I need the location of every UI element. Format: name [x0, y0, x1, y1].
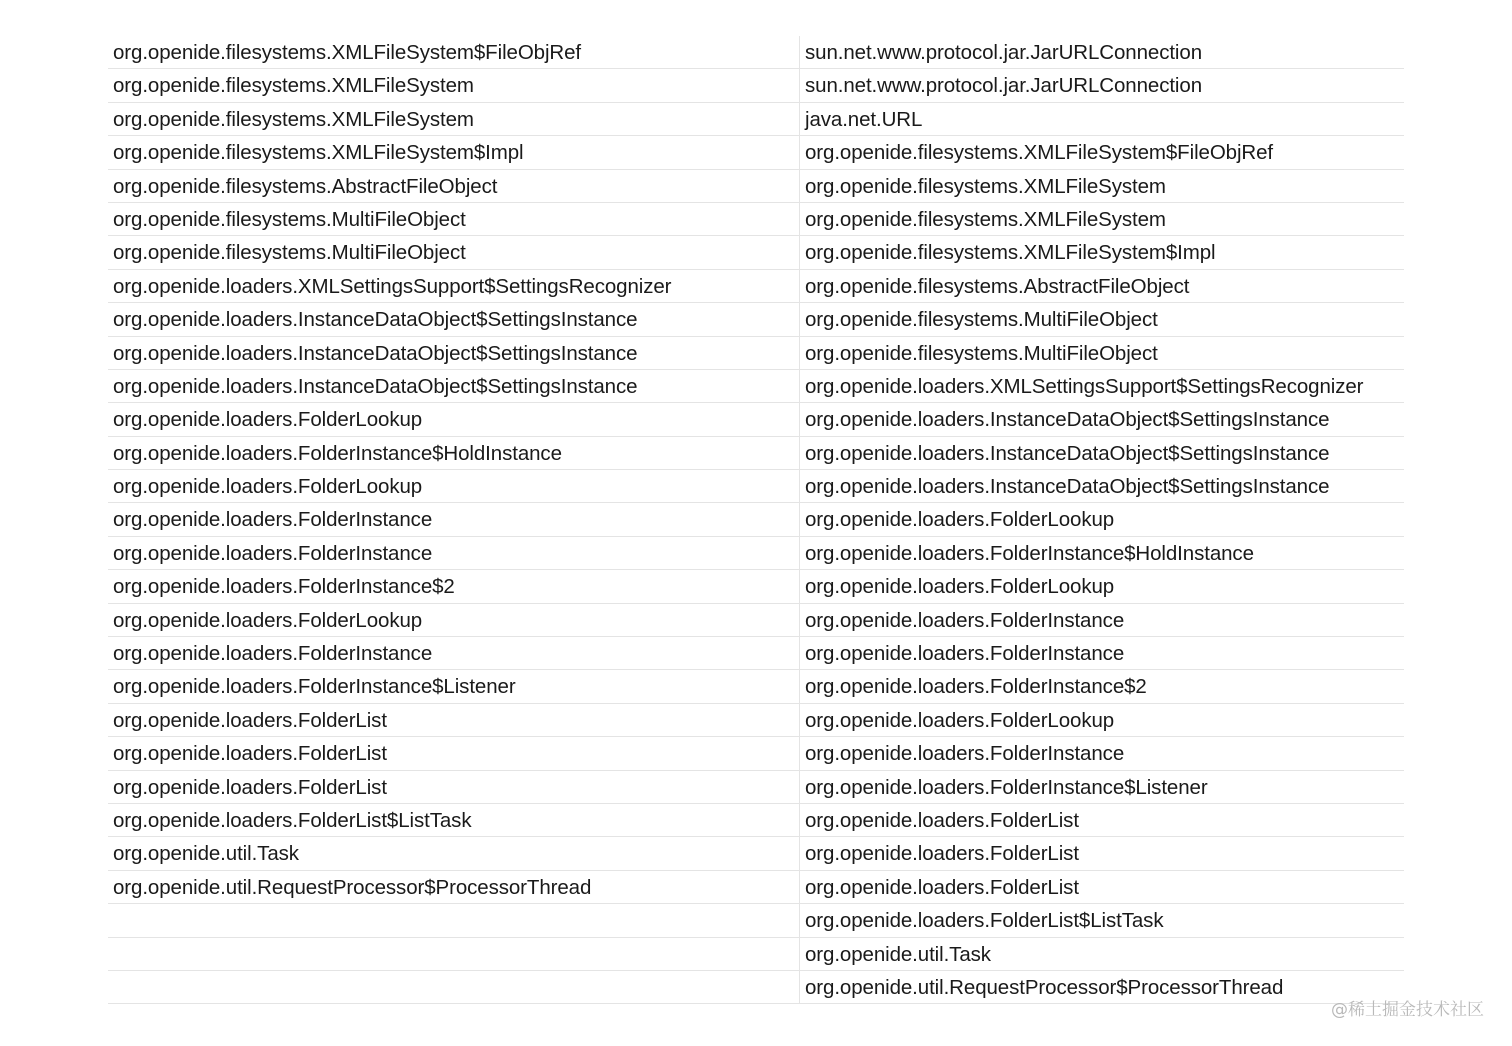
left-table-cell: org.openide.loaders.FolderList — [108, 737, 799, 770]
right-table-cell: org.openide.loaders.FolderLookup — [800, 503, 1404, 536]
left-table-cell: org.openide.loaders.FolderList$ListTask — [108, 804, 799, 837]
right-table-cell: org.openide.util.Task — [800, 938, 1404, 971]
left-table-cell: org.openide.loaders.XMLSettingsSupport$SettingsRecognizer — [108, 270, 799, 303]
right-table-cell: org.openide.loaders.FolderLookup — [800, 704, 1404, 737]
left-table-cell: org.openide.loaders.FolderInstance$Listener — [108, 670, 799, 703]
watermark: @稀土掘金技术社区 — [1331, 1000, 1484, 1020]
stack-comparison-table — [108, 36, 1404, 1004]
right-table-cell: org.openide.filesystems.MultiFileObject — [800, 303, 1404, 336]
right-stack-column — [799, 36, 1404, 1004]
left-table-cell: org.openide.filesystems.XMLFileSystem — [108, 103, 799, 136]
left-table-cell: org.openide.loaders.FolderInstance$2 — [108, 570, 799, 603]
right-table-cell: org.openide.loaders.FolderLookup — [800, 570, 1404, 603]
right-table-cell: org.openide.filesystems.XMLFileSystem$Impl — [800, 236, 1404, 269]
right-table-cell: org.openide.filesystems.AbstractFileObject — [800, 270, 1404, 303]
right-table-cell: org.openide.loaders.InstanceDataObject$SettingsInstance — [800, 470, 1404, 503]
right-table-cell: java.net.URL — [800, 103, 1404, 136]
left-table-cell: org.openide.util.Task — [108, 837, 799, 870]
right-table-cell: org.openide.loaders.InstanceDataObject$SettingsInstance — [800, 403, 1404, 436]
left-table-cell: org.openide.filesystems.MultiFileObject — [108, 236, 799, 269]
right-table-cell: org.openide.loaders.FolderInstance$Listener — [800, 771, 1404, 804]
right-table-cell: sun.net.www.protocol.jar.JarURLConnection — [800, 36, 1404, 69]
left-table-cell: org.openide.filesystems.XMLFileSystem$Impl — [108, 136, 799, 169]
left-table-cell: org.openide.loaders.InstanceDataObject$SettingsInstance — [108, 303, 799, 336]
left-table-cell: org.openide.util.RequestProcessor$ProcessorThread — [108, 871, 799, 904]
left-table-cell: org.openide.filesystems.XMLFileSystem$FileObjRef — [108, 36, 799, 69]
right-table-cell: sun.net.www.protocol.jar.JarURLConnection — [800, 69, 1404, 102]
right-table-cell: org.openide.filesystems.MultiFileObject — [800, 337, 1404, 370]
right-table-cell: org.openide.loaders.FolderList — [800, 804, 1404, 837]
right-table-cell: org.openide.loaders.FolderInstance — [800, 604, 1404, 637]
right-table-cell: org.openide.filesystems.XMLFileSystem — [800, 203, 1404, 236]
left-table-cell: org.openide.loaders.FolderLookup — [108, 470, 799, 503]
left-table-cell: org.openide.loaders.FolderList — [108, 704, 799, 737]
right-table-cell: org.openide.loaders.FolderInstance$HoldInstance — [800, 537, 1404, 570]
right-table-cell: org.openide.loaders.FolderList — [800, 871, 1404, 904]
left-table-cell: org.openide.loaders.InstanceDataObject$SettingsInstance — [108, 337, 799, 370]
left-stack-column — [108, 36, 799, 1004]
right-table-cell: org.openide.loaders.FolderInstance — [800, 637, 1404, 670]
right-table-cell: org.openide.filesystems.XMLFileSystem — [800, 170, 1404, 203]
right-table-cell: org.openide.loaders.FolderList — [800, 837, 1404, 870]
right-table-cell: org.openide.loaders.XMLSettingsSupport$SettingsRecognizer — [800, 370, 1404, 403]
left-table-cell: org.openide.loaders.InstanceDataObject$SettingsInstance — [108, 370, 799, 403]
right-table-cell: org.openide.util.RequestProcessor$ProcessorThread — [800, 971, 1404, 1004]
right-table-cell: org.openide.loaders.InstanceDataObject$SettingsInstance — [800, 437, 1404, 470]
left-table-cell — [108, 938, 799, 971]
left-table-cell: org.openide.loaders.FolderInstance — [108, 537, 799, 570]
left-table-cell: org.openide.filesystems.MultiFileObject — [108, 203, 799, 236]
left-table-cell: org.openide.loaders.FolderLookup — [108, 403, 799, 436]
left-table-cell: org.openide.filesystems.AbstractFileObject — [108, 170, 799, 203]
right-table-cell: org.openide.loaders.FolderList$ListTask — [800, 904, 1404, 937]
right-table-cell: org.openide.filesystems.XMLFileSystem$FileObjRef — [800, 136, 1404, 169]
right-table-cell: org.openide.loaders.FolderInstance$2 — [800, 670, 1404, 703]
left-table-cell: org.openide.filesystems.XMLFileSystem — [108, 69, 799, 102]
left-table-cell: org.openide.loaders.FolderLookup — [108, 604, 799, 637]
left-table-cell: org.openide.loaders.FolderInstance — [108, 637, 799, 670]
left-table-cell: org.openide.loaders.FolderInstance — [108, 503, 799, 536]
left-table-cell — [108, 904, 799, 937]
left-table-cell: org.openide.loaders.FolderInstance$HoldInstance — [108, 437, 799, 470]
right-table-cell: org.openide.loaders.FolderInstance — [800, 737, 1404, 770]
left-table-cell: org.openide.loaders.FolderList — [108, 771, 799, 804]
left-table-cell — [108, 971, 799, 1004]
